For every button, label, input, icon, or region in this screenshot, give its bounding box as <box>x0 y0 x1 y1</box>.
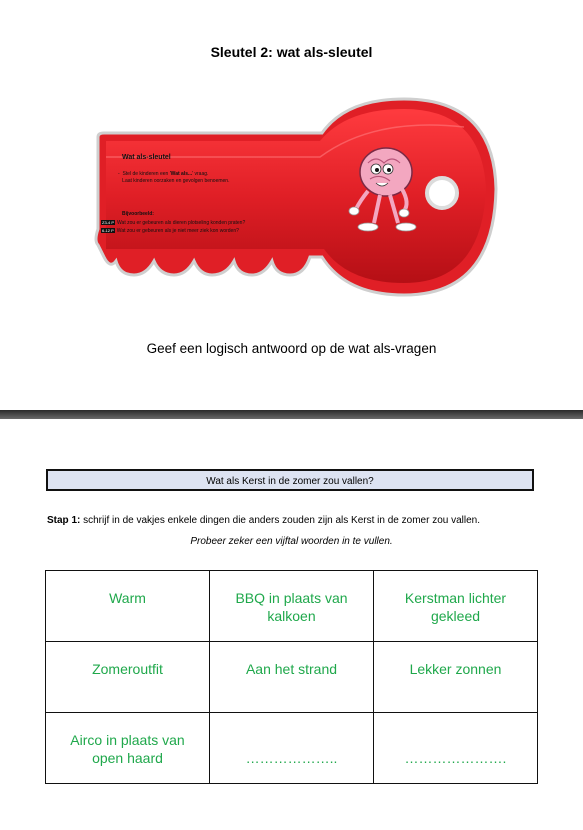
age-tag: Z3-4 P <box>102 220 115 225</box>
answer-cell[interactable]: Kerstman lichter gekleed <box>374 571 538 642</box>
answer-cell[interactable]: BBQ in plaats van kalkoen <box>210 571 374 642</box>
stap-subtext: Probeer zeker een vijftal woorden in te vullen. <box>190 536 393 547</box>
answer-cell-blank[interactable] <box>374 713 538 784</box>
table-row <box>46 642 538 713</box>
answer-cell[interactable]: Zomeroutfit <box>46 642 210 713</box>
answer-cell[interactable]: Aan het strand <box>210 642 374 713</box>
answer-cell-blank[interactable] <box>210 713 374 784</box>
worksheet-top <box>0 0 583 410</box>
instruction-text: Geef een logisch antwoord op de wat als-vragen <box>146 341 437 356</box>
answer-cell[interactable]: Airco in plaats van open haard <box>46 713 210 784</box>
key-bullet: - Stel de kinderen een 'Wat als...' vraag. Laat kinderen oorzaken en gevolgen benoemen. <box>118 171 230 184</box>
page-divider <box>0 410 583 419</box>
key-bullet-prefix: Stel de kinderen een ' <box>122 171 171 177</box>
example-text: Wat zou er gebeuren als je niet meer ziek kon worden? <box>116 228 239 234</box>
blank-dots: …………………. <box>404 750 507 766</box>
key-shape <box>84 97 500 297</box>
key-bullet-bold: Wat als... <box>170 171 193 177</box>
key-voorbeeld-label: Bijvoorbeeld: <box>122 211 154 217</box>
stap-label: Stap 1: <box>47 515 81 526</box>
page-title: Sleutel 2: wat als-sleutel <box>210 44 373 60</box>
key-heading: Wat als-sleutel <box>122 154 171 161</box>
key-illustration <box>84 97 500 297</box>
answer-cell[interactable]: Warm <box>46 571 210 642</box>
key-hole <box>427 178 457 208</box>
question-banner: Wat als Kerst in de zomer zou vallen? <box>46 469 534 491</box>
age-tag: 6-12 P <box>102 228 114 233</box>
key-bullet-suffix: ' vraag. <box>192 171 209 177</box>
example-text: Wat zou er gebeuren als dieren plotseling konden praten? <box>117 220 246 226</box>
stap-text: schrijf in de vakjes enkele dingen die anders zouden zijn als Kerst in de zomer zou vallen. <box>80 515 481 526</box>
answer-cell[interactable]: Lekker zonnen <box>374 642 538 713</box>
table-row <box>46 713 538 784</box>
stap-1-instruction <box>47 515 480 526</box>
key-bullet-line2: Laat kinderen oorzaken en gevolgen benoemen. <box>122 178 230 184</box>
answer-grid <box>45 570 538 784</box>
table-row <box>46 571 538 642</box>
key-example-2 <box>101 228 239 234</box>
blank-dots: ……………….. <box>245 750 338 766</box>
key-example-1 <box>101 220 245 226</box>
